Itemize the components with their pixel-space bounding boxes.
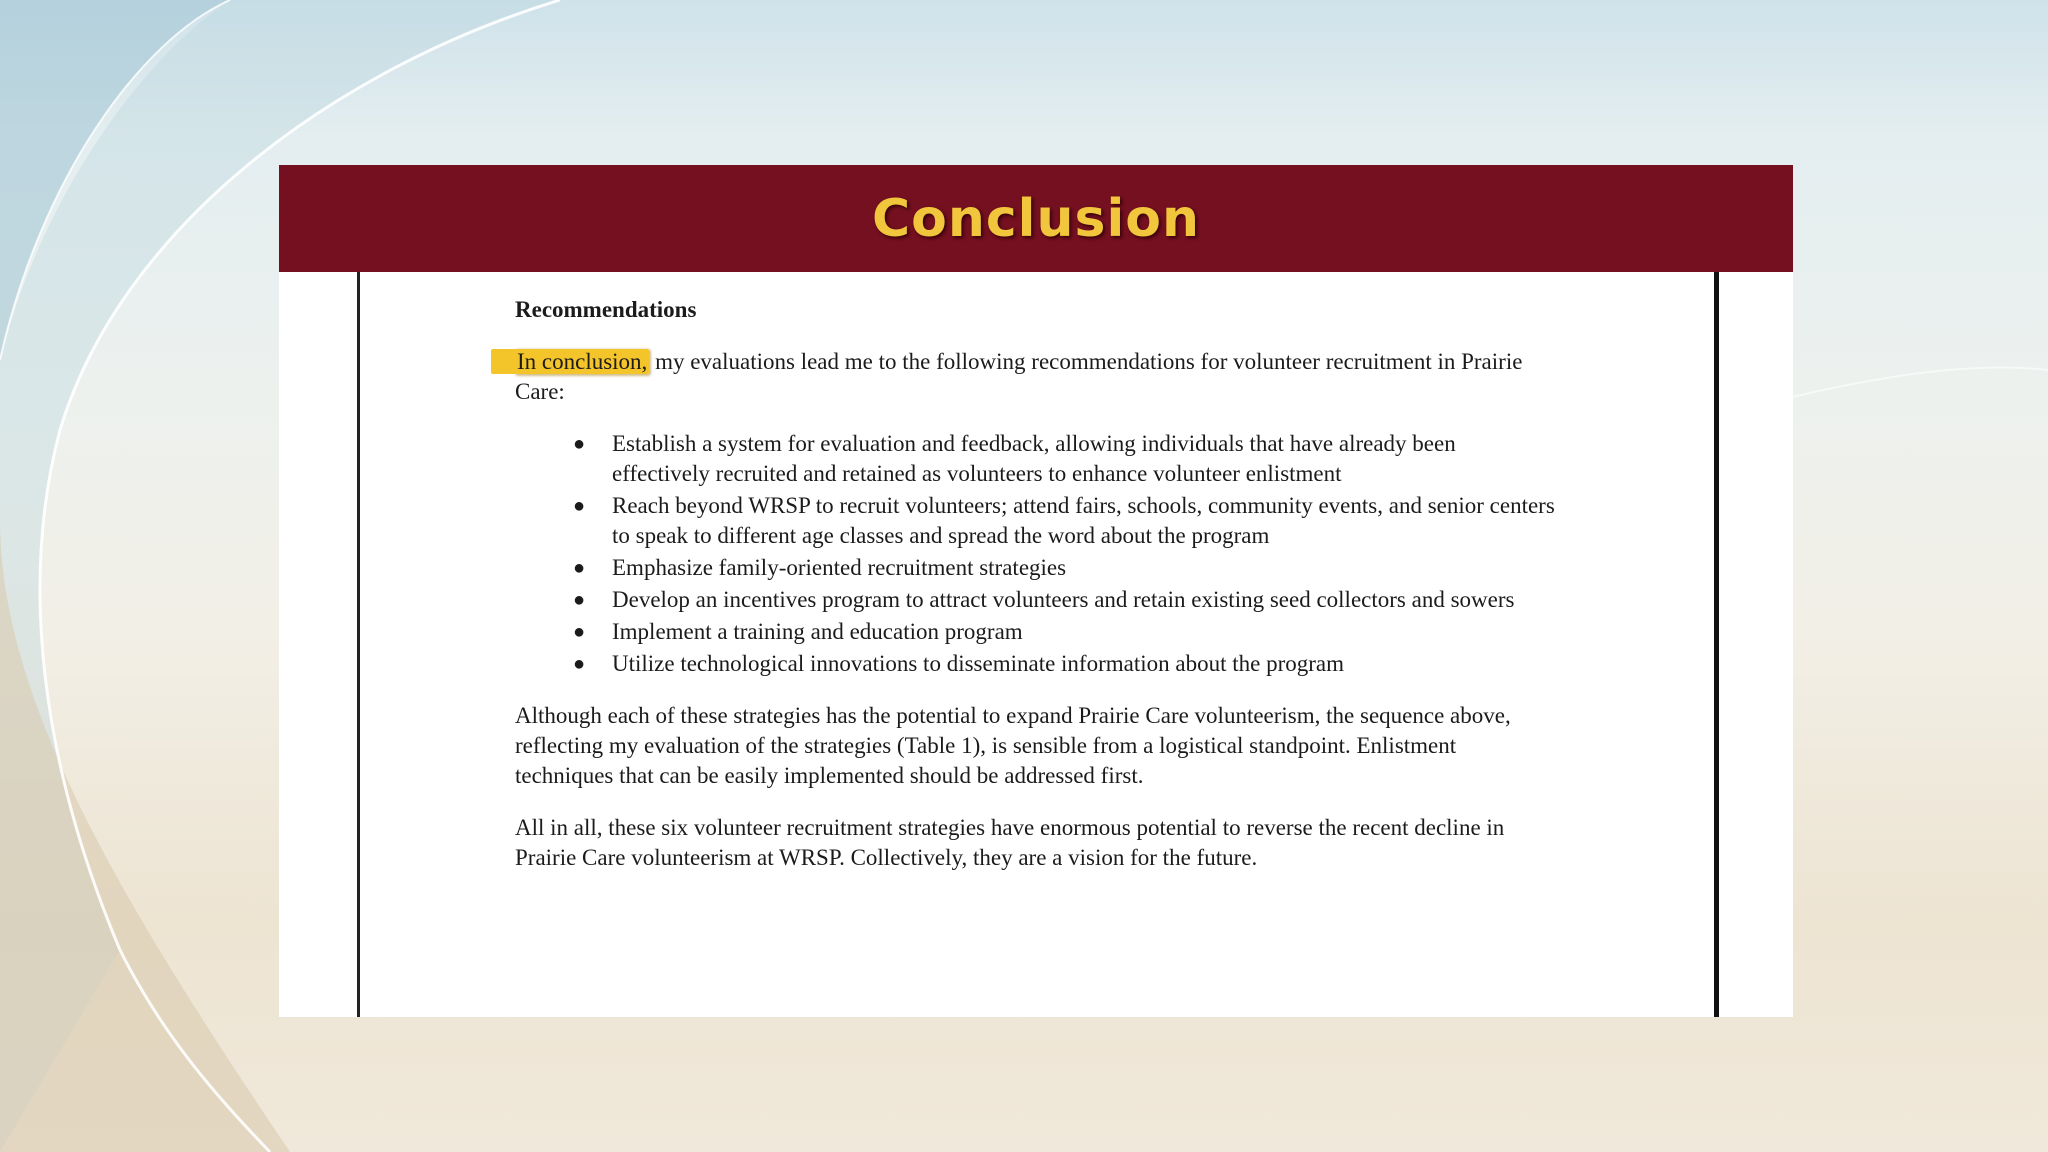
intro-paragraph <box>515 347 1555 407</box>
list-item <box>515 585 1555 615</box>
document-heading: Recommendations <box>515 297 697 322</box>
recommendation-list <box>515 429 1555 679</box>
list-item <box>515 617 1555 647</box>
bullet-icon: ● <box>573 433 586 455</box>
list-item-text: Utilize technological innovations to disseminate information about the program <box>612 651 1344 676</box>
list-item-text: Reach beyond WRSP to recruit volunteers; attend fairs, schools, community events, and senior centers to speak to different age classes and spread the word about the program <box>612 493 1555 548</box>
list-item <box>515 429 1555 489</box>
bullet-icon: ● <box>573 621 586 643</box>
list-item-text: Implement a training and education program <box>612 619 1023 644</box>
slide-title: Conclusion <box>871 188 1201 249</box>
bullet-icon: ● <box>573 557 586 579</box>
bullet-icon: ● <box>573 495 586 517</box>
title-bar <box>279 165 1793 272</box>
list-item <box>515 649 1555 679</box>
closing-paragraph: All in all, these six volunteer recruitment strategies have enormous potential to reverse the recent decline in Prairie Care volunteerism at WRSP. Collectively, they are a vision for the future. <box>515 815 1505 870</box>
list-item <box>515 491 1555 551</box>
list-item <box>515 553 1555 583</box>
highlighted-phrase: In conclusion, <box>517 349 648 374</box>
bullet-icon: ● <box>573 653 586 675</box>
intro-text: my evaluations lead me to the following recommendations for volunteer recruitment in Prairie Care: <box>515 349 1523 404</box>
list-item-text: Establish a system for evaluation and feedback, allowing individuals that have already been effectively recruited and retained as volunteers to enhance volunteer enlistment <box>612 431 1456 486</box>
list-item-text: Emphasize family-oriented recruitment strategies <box>612 555 1067 580</box>
list-item-text: Develop an incentives program to attract volunteers and retain existing seed collectors and sowers <box>612 587 1515 612</box>
bullet-icon: ● <box>573 589 586 611</box>
strategy-sequence-paragraph: Although each of these strategies has the potential to expand Prairie Care volunteerism, the sequence above, reflecting my evaluation of the strategies (Table 1), is sensible from a logistical standpoint. Enlistment techniques that can be easily implemented should be addressed first. <box>515 703 1511 788</box>
slide <box>279 165 1793 1017</box>
document-excerpt <box>515 295 1555 895</box>
